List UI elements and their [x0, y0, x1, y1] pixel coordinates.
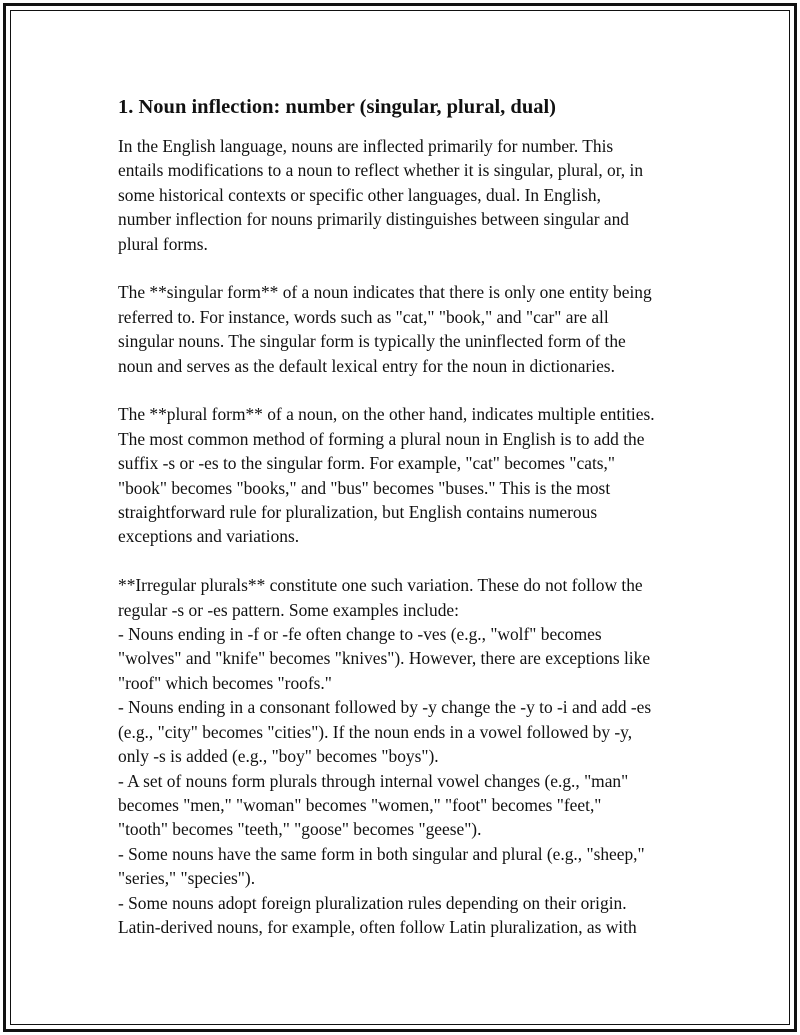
- list-item-line: "wolves" and "knife" becomes "knives"). However, there are exceptions like: [118, 648, 651, 669]
- document-body: [118, 94, 698, 964]
- text-line: In the English language, nouns are inflected primarily for number. This: [118, 136, 614, 156]
- section-heading: 1. Noun inflection: number (singular, plural, dual): [118, 96, 556, 118]
- text-line: **Irregular plurals** constitute one such variation. These do not follow the: [118, 575, 643, 596]
- text-line: plural forms.: [118, 233, 208, 254]
- list-item-line: - Some nouns adopt foreign pluralization rules depending on their origin.: [118, 892, 627, 913]
- list-item-line: - Nouns ending in -f or -fe often change to -ves (e.g., "wolf" becomes: [118, 624, 602, 645]
- text-line: The **plural form** of a noun, on the other hand, indicates multiple entities.: [118, 404, 655, 425]
- list-item-line: (e.g., "city" becomes "cities"). If the noun ends in a vowel followed by -y,: [118, 721, 633, 742]
- list-item-line: "roof" which becomes "roofs.": [118, 672, 332, 693]
- text-line: exceptions and variations.: [118, 526, 300, 547]
- list-item-line: becomes "men," "woman" becomes "women," "foot" becomes "feet,": [118, 794, 602, 815]
- paragraph-singular: [118, 280, 698, 378]
- text-line: some historical contexts or specific other languages, dual. In English,: [118, 184, 601, 205]
- text-line: noun and serves as the default lexical entry for the noun in dictionaries.: [118, 355, 615, 376]
- paragraph-plural: [118, 402, 698, 548]
- text-line: referred to. For instance, words such as "cat," "book," and "car" are all: [118, 306, 609, 327]
- paragraph-intro: [118, 134, 698, 256]
- list-item-line: - A set of nouns form plurals through internal vowel changes (e.g., "man": [118, 770, 629, 791]
- list-item-line: "tooth" becomes "teeth," "goose" becomes "geese").: [118, 819, 482, 840]
- list-item-line: only -s is added (e.g., "boy" becomes "boys").: [118, 746, 439, 767]
- list-item-line: "series," "species").: [118, 868, 256, 889]
- text-line: "book" becomes "books," and "bus" becomes "buses." This is the most: [118, 477, 611, 498]
- text-line: The most common method of forming a plural noun in English is to add the: [118, 428, 645, 449]
- text-line: singular nouns. The singular form is typically the uninflected form of the: [118, 331, 626, 352]
- text-line: suffix -s or -es to the singular form. For example, "cat" becomes "cats,": [118, 453, 616, 474]
- paragraph-irregular-plurals: [118, 573, 698, 939]
- text-line: The **singular form** of a noun indicates that there is only one entity being: [118, 282, 652, 303]
- list-item-line: Latin-derived nouns, for example, often follow Latin pluralization, as with: [118, 916, 637, 937]
- text-line: regular -s or -es pattern. Some examples include:: [118, 599, 459, 620]
- list-item-line: - Some nouns have the same form in both singular and plural (e.g., "sheep,": [118, 843, 645, 864]
- text-line: straightforward rule for pluralization, but English contains numerous: [118, 502, 598, 523]
- list-item-line: - Nouns ending in a consonant followed by -y change the -y to -i and add -es: [118, 697, 652, 718]
- text-line: number inflection for nouns primarily distinguishes between singular and: [118, 209, 629, 230]
- text-line: entails modifications to a noun to reflect whether it is singular, plural, or, in: [118, 160, 644, 181]
